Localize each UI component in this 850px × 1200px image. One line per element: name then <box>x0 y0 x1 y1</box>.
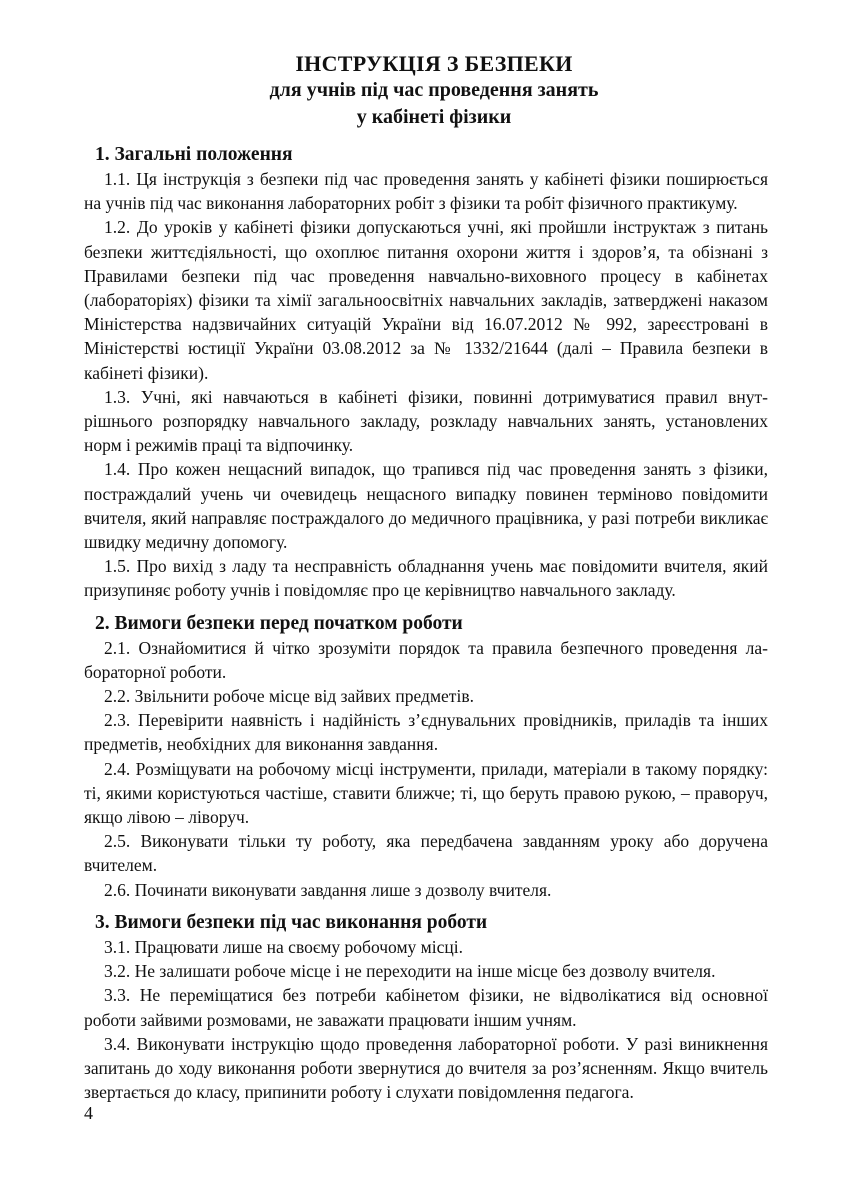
paragraph-1-5: 1.5. Про вихід з ладу та несправність обладнання учень має повідомити вчителя, який призупиняє роботу учнів і повідомляє про це керівництво навчального закладу. <box>84 556 768 601</box>
paragraph-2-3: 2.3. Перевірити наявність і надійність з’єднувальних провідників, приладів та інших предметів, необхідних для виконання завдання. <box>84 710 768 755</box>
paragraph-1-1: 1.1. Ця інструкція з безпеки під час проведення занять у кабінеті фізики поширюється на учнів під час виконання лабораторних робіт з фізики та робіт фізичного практикуму. <box>84 169 768 214</box>
paragraph-1-4: 1.4. Про кожен нещасний випадок, що трапився під час проведення занять з фізики, постраждалий учень чи очевидець нещасного випадку повинен терміново повідомити вчителя, який направляє постраждалого до медичного працівника, у разі потреби викликає швидку медичну допомогу. <box>84 459 768 553</box>
paragraph-1-3: 1.3. Учні, які навчаються в кабінеті фізики, повинні дотримуватися правил внутрішнього розпорядку навчального закладу, розкладу навчальних занять, установлених норм і режимів праці та відпочинку. <box>84 386 768 456</box>
section-during-work <box>84 910 768 1104</box>
section-general-provisions <box>84 142 768 603</box>
title-line-1: ІНСТРУКЦІЯ З БЕЗПЕКИ <box>295 51 573 76</box>
paragraph-2-4: 2.4. Розміщувати на робочому місці інструменти, прилади, матеріали в такому порядку: ті, якими користуються частіше, ставити ближче; ті, що беруть правою рукою, – праворуч, якщо лівою – ліворуч. <box>84 758 768 828</box>
paragraph-2-6: 2.6. Починати виконувати завдання лише з дозволу вчителя. <box>104 879 552 900</box>
paragraph-3-1: 3.1. Працювати лише на своєму робочому місці. <box>104 936 463 957</box>
paragraph-3-3: 3.3. Не переміщатися без потреби кабінетом фізики, не відволікатися від основної роботи зайвими розмовами, не заважати працювати іншим учням. <box>84 985 768 1030</box>
section-heading: 1. Загальні положення <box>95 144 293 165</box>
document-title <box>84 50 784 131</box>
paragraph-2-5: 2.5. Виконувати тільки ту роботу, яка передбачена завданням уроку або доручена вчителем. <box>84 831 768 876</box>
title-line-2: для учнів під час проведення занять <box>269 79 599 101</box>
document-body <box>84 142 768 1104</box>
section-heading: 2. Вимоги безпеки перед початком роботи <box>95 612 463 634</box>
section-before-work <box>84 611 768 902</box>
section-heading: 3. Вимоги безпеки під час виконання роботи <box>95 911 488 933</box>
paragraph-3-2: 3.2. Не залишати робоче місце і не переходити на інше місце без дозволу вчителя. <box>104 961 716 982</box>
paragraph-2-2: 2.2. Звільнити робоче місце від зайвих предметів. <box>104 686 474 707</box>
title-line-3: у кабінеті фізики <box>356 106 512 128</box>
paragraph-2-1: 2.1. Ознайомитися й чітко зрозуміти порядок та правила безпечного проведення лабораторної роботи. <box>84 637 768 682</box>
page-number: 4 <box>84 1103 93 1123</box>
paragraph-1-2: 1.2. До уроків у кабінеті фізики допускаються учні, які пройшли інструктаж з питань безпеки життєдіяльності, що охоплює питання охорони життя і здоров’я, та обізнані з Правилами безпеки під час проведення навчально-виховного процесу в кабінетах (лабораторіях) фізики та хімії загальноосвітніх навчальних закладів, затверджені наказом Міністерства надзвичайних ситуацій України від 16.07.2012 № 992, зареєстровані в Міністерстві юстиції України 03.08.2012 за № 1332/21644 (далі – Правила безпеки в кабінеті фізики). <box>84 217 768 383</box>
paragraph-3-4: 3.4. Виконувати інструкцію щодо проведення лабораторної роботи. У разі виникнення запитань до ходу виконання роботи звернутися до вчителя за роз’ясненням. Якщо вчитель звертається до класу, припинити роботу і слухати повідомлення педагога. <box>84 1033 768 1103</box>
